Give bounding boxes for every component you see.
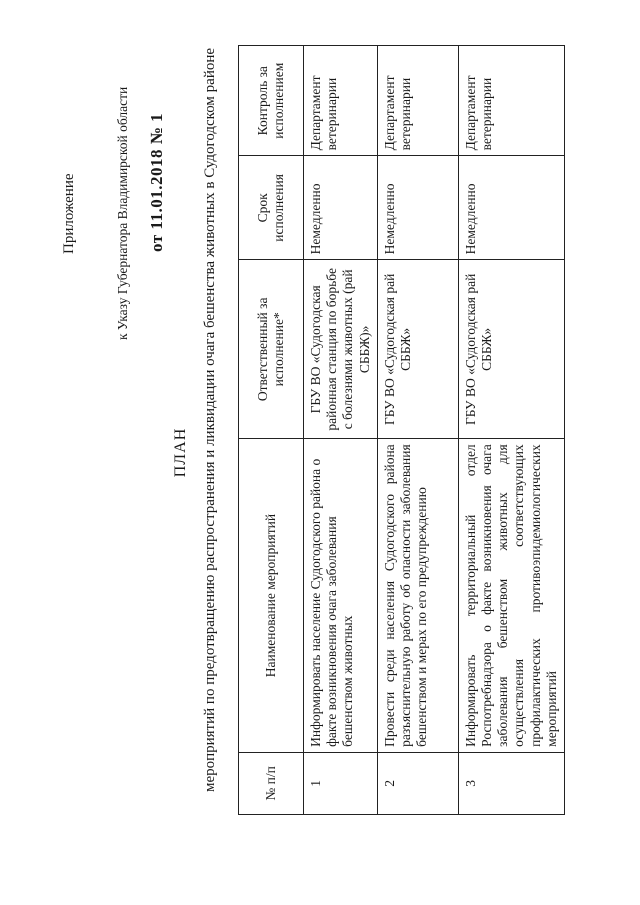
row-responsible: ГБУ ВО «Судогодская рай СББЖ» (458, 260, 564, 439)
row-name: Провести среди населения Судогодского района разъяснительную работу об опасности заболевания бешенством и мерах по его предупреждению (377, 439, 458, 753)
plan-title: ПЛАН (172, 427, 189, 478)
decree-reference: к Указу Губернатора Владимирской области (114, 86, 130, 340)
row-num: 2 (377, 752, 458, 814)
row-num: 1 (304, 752, 378, 814)
header-block (60, 40, 167, 340)
row-control: Департамент ветеринарии (377, 46, 458, 156)
row-term: Немедленно (458, 156, 564, 260)
row-num: 3 (458, 752, 564, 814)
table-row (377, 46, 458, 815)
header-num: № п/п (239, 752, 304, 814)
decree-date-stamp: от 11.01.2018 № 1 (146, 112, 166, 252)
row-name: Информировать территориальный отдел Роспотребнадзора о факте возникновения очага заболевания бешенством животных для осуществления соответствующих профилактических противоэпидемиологических мероприятий (458, 439, 564, 753)
plan-subtitle: мероприятий по предотвращению распространения и ликвидации очага бешенства животных в Судогодском районе (202, 47, 218, 793)
row-name: Информировать население Судогодского района о факте возникновения очага заболевания бешенством животных (304, 439, 378, 753)
row-term: Немедленно (304, 156, 378, 260)
table-row (304, 46, 378, 815)
appendix-label: Приложение (61, 173, 77, 254)
table-header-row (239, 46, 304, 815)
row-control: Департамент ветеринарии (458, 46, 564, 156)
header-term: Срок исполнения (239, 156, 304, 260)
header-name: Наименование мероприятий (239, 439, 304, 753)
header-responsible: Ответственный за исполнение* (239, 260, 304, 439)
row-responsible: ГБУ ВО «Судогодская рай СББЖ» (377, 260, 458, 439)
row-control: Департамент ветеринарии (304, 46, 378, 156)
header-control: Контроль за исполнением (239, 46, 304, 156)
row-responsible: ГБУ ВО «Судогодская районная станция по борьбе с болезнями животных (рай СББЖ)» (304, 260, 378, 439)
row-term: Немедленно (377, 156, 458, 260)
table-row (458, 46, 564, 815)
measures-table (238, 45, 565, 815)
